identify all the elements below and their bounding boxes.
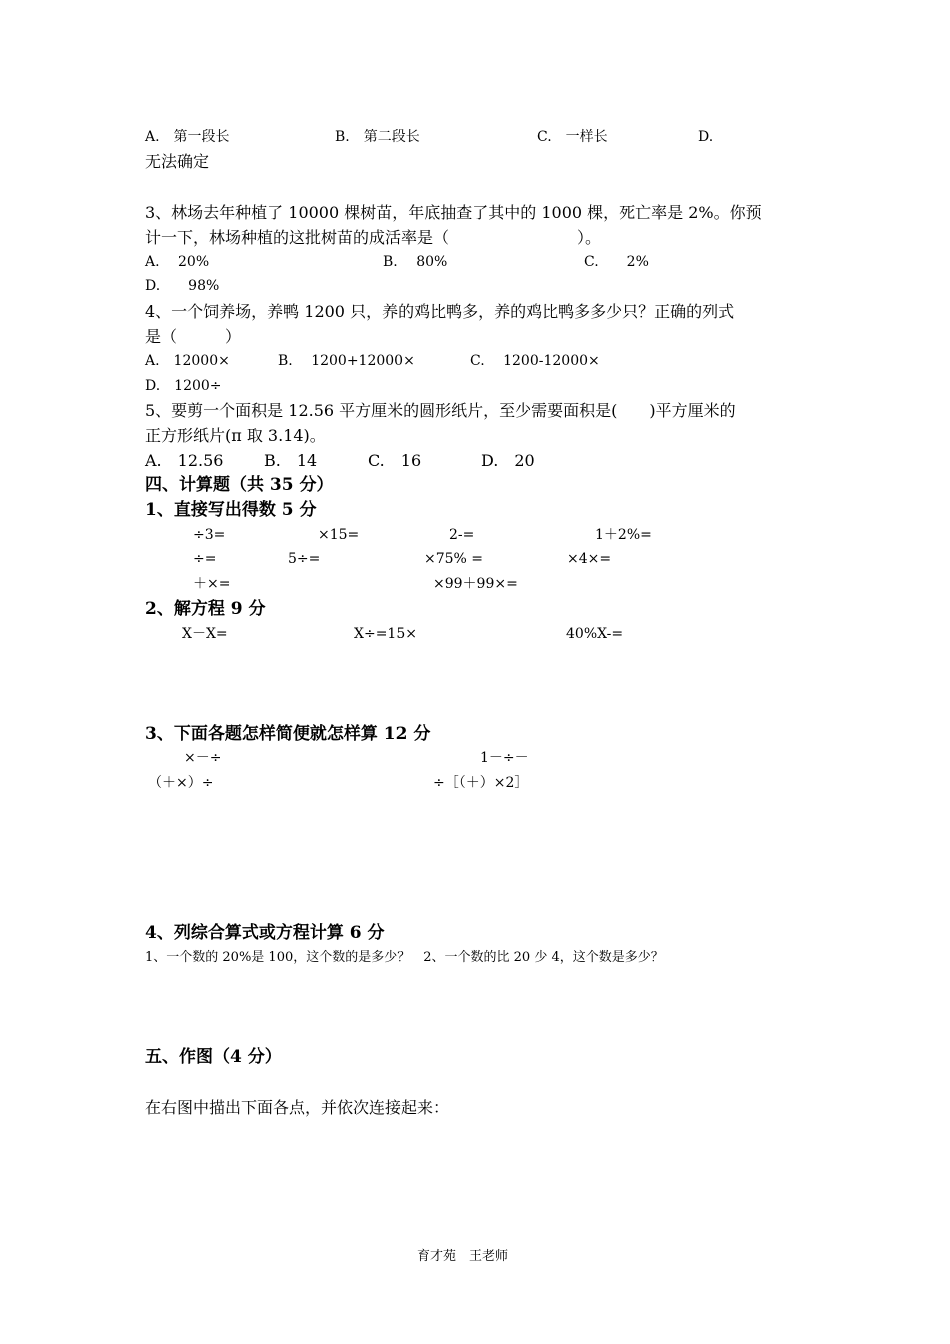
calc-item: ÷= <box>193 551 217 567</box>
simplify-item: ×－÷ <box>184 750 222 766</box>
calc-item: ＋×= <box>193 576 231 592</box>
part1-title: 1、直接写出得数 5 分 <box>145 500 317 520</box>
q5-line1: 5、要剪一个面积是 12.56 平方厘米的圆形纸片，至少需要面积是( )平方厘米的 <box>145 401 736 420</box>
section5-instruction: 在右图中描出下面各点，并依次连接起来： <box>145 1098 450 1117</box>
q4-line2: 是（ ） <box>145 327 242 346</box>
calc-item: ×15= <box>318 527 360 543</box>
equation-item: X÷=15× <box>354 626 417 642</box>
section4-title: 四、计算题（共 35 分） <box>145 475 334 495</box>
q5-option-b: B. 14 <box>264 451 318 470</box>
equation-item: X－X= <box>182 626 228 642</box>
part4-title: 4、列综合算式或方程计算 6 分 <box>145 923 385 943</box>
q2-option-d: D. <box>698 129 714 145</box>
q2-option-c: C. 一样长 <box>537 129 608 145</box>
q5-option-a: A. 12.56 <box>145 451 224 470</box>
calc-item: 5÷= <box>288 551 321 567</box>
q3-option-a: A. 20% <box>145 254 210 270</box>
q3-line1: 3、林场去年种植了 10000 棵树苗，年底抽查了其中的 1000 棵，死亡率是 2%。你预 <box>145 203 762 222</box>
q5-option-c: C. 16 <box>368 451 422 470</box>
calc-item: 2-= <box>449 527 475 543</box>
q3-option-d: D. 98% <box>145 278 220 294</box>
calc-item: 1＋2%= <box>595 527 652 543</box>
calc-item: ×99＋99×= <box>433 576 518 592</box>
q2-option-a: A. 第一段长 <box>145 129 230 145</box>
equation-item: 40%X-= <box>566 626 624 642</box>
q4-option-d: D. 1200÷ <box>145 378 222 394</box>
q2-option-b: B. 第二段长 <box>335 129 420 145</box>
calc-item: ×75% = <box>424 551 484 567</box>
q5-option-d: D. 20 <box>481 451 535 470</box>
section5-title: 五、作图（4 分） <box>145 1047 282 1067</box>
q3-line2: 计一下，林场种植的这批树苗的成活率是（ ）。 <box>145 228 602 247</box>
q3-option-b: B. 80% <box>383 254 448 270</box>
q3-option-c: C. 2% <box>584 254 649 270</box>
simplify-item: （＋×）÷ <box>148 775 214 791</box>
q4-option-c: C. 1200-12000× <box>470 353 600 369</box>
q5-line2: 正方形纸片(π 取 3.14)。 <box>145 426 326 445</box>
part2-title: 2、解方程 9 分 <box>145 599 266 619</box>
q4-option-a: A. 12000× <box>145 353 230 369</box>
simplify-item: 1－÷－ <box>480 750 529 766</box>
q4-line1: 4、一个饲养场，养鸭 1200 只，养的鸡比鸭多，养的鸡比鸭多多少只？正确的列式 <box>145 302 735 321</box>
part3-title: 3、下面各题怎样简便就怎样算 12 分 <box>145 724 431 744</box>
word-problems: 1、一个数的 20%是 100，这个数的是多少？ 2、一个数的比 20 少 4，这个数是多少？ <box>145 950 664 965</box>
calc-item: ÷3= <box>193 527 226 543</box>
page-footer: 育才苑 王老师 <box>417 1249 509 1264</box>
calc-item: ×4×= <box>567 551 612 567</box>
q4-option-b: B. 1200+12000× <box>278 353 415 369</box>
simplify-item: ÷［（＋）×2］ <box>433 775 529 791</box>
q2-option-d-text: 无法确定 <box>145 152 210 171</box>
